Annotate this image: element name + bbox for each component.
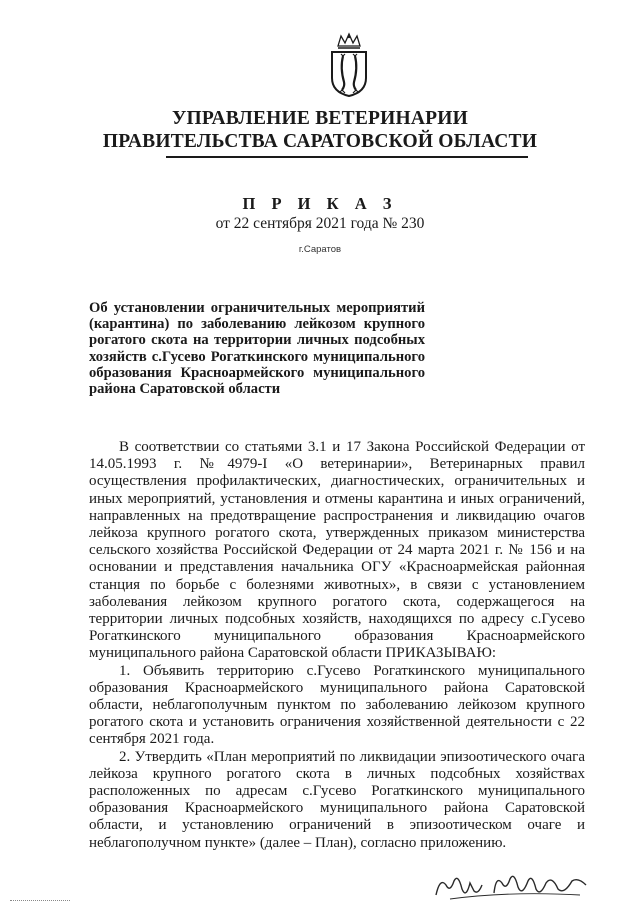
document-date-number: от 22 сентября 2021 года № 230 — [215, 215, 425, 232]
saratov-coat-of-arms-icon — [326, 32, 372, 98]
scan-artifact — [10, 900, 70, 903]
organization-name-line2: ПРАВИТЕЛЬСТВА САРАТОВСКОЙ ОБЛАСТИ — [102, 131, 538, 152]
body-item-2: 2. Утвердить «План мероприятий по ликвидации эпизоотического очага лейкоза крупного рогатого скота в личных подсобных хозяйствах расположенных по адресам с.Гусево Рогаткинского муниципального образования Красноармейского муниципального района Саратовской области, и установлению ограничений в эпизоотическом очаге и неблагополучном пункте» (далее – План), согласно приложению. — [89, 748, 585, 851]
body-item-1: 1. Объявить территорию с.Гусево Рогаткинского муниципального образования Красноармейского муниципального района Саратовской области, неблагополучным пунктом по заболеванию лейкозом крупного рогатого скота и установить ограничения хозяйственной деятельности с 22 сентября 2021 года. — [89, 662, 585, 748]
document-subject: Об установлении ограничительных мероприятий (карантина) по заболеванию лейкозом крупного рогатого скота на территории личных подсобных хозяйств с.Гусево Рогаткинского муниципального образования Красноармейского муниципального района Саратовской области — [89, 300, 425, 398]
header-divider — [166, 156, 528, 158]
handwritten-signature — [430, 855, 605, 905]
body-preamble: В соответствии со статьями 3.1 и 17 Закона Российской Федерации от 14.05.1993 г. №4979-I «О ветеринарии», Ветеринарных правил осуществления профилактических, диагностических, ограничительных и иных мероприятий, установления и отмены карантина и иных ограничений, направленных на предотвращение распространения и ликвидацию очагов лейкоза крупного рогатого скота, утвержденных приказом министерства сельского хозяйства Российской Федерации от 24 марта 2021 г. № 156 и на основании и представления начальника ОГУ «Красноармейская районная станция по борьбе с болезнями животных», в связи с установлением заболевания лейкозом крупного рогатого скота, содержащегося на территории личных подсобных хозяйств, находящихся по адресу с.Гусево Рогаткинского муниципального образования Красноармейского муниципального района Саратовской области ПРИКАЗЫВАЮ: — [89, 439, 585, 662]
document-city: г.Саратов — [298, 244, 342, 255]
organization-name-line1: УПРАВЛЕНИЕ ВЕТЕРИНАРИИ — [172, 108, 468, 129]
document-body — [89, 439, 585, 852]
document-type: П Р И К А З — [242, 194, 398, 213]
